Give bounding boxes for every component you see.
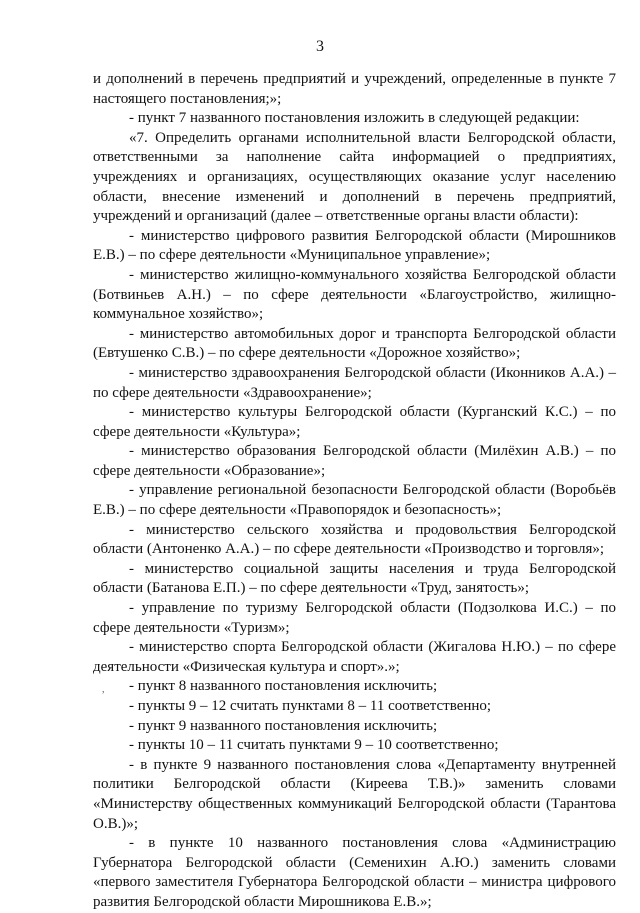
list-item: - министерство здравоохранения Белгородской области (Иконников А.А.) – по сфере деятельности «Здравоохранение»; bbox=[93, 364, 616, 401]
page-number: 3 bbox=[316, 38, 324, 55]
list-item: - управление региональной безопасности Белгородской области (Воробьёв Е.В.) – по сфере деятельности «Правопорядок и безопасность»; bbox=[93, 482, 616, 519]
paragraph: - пункт 7 названного постановления изложить в следующей редакции: bbox=[129, 110, 580, 127]
list-item: - министерство сельского хозяйства и продовольствия Белгородской области (Антоненко А.А.) – по сфере деятельности «Производство и торговля»; bbox=[93, 521, 616, 558]
list-item: - министерство автомобильных дорог и транспорта Белгородской области (Евтушенко С.В.) – по сфере деятельности «Дорожное хозяйство»; bbox=[93, 325, 616, 362]
list-item: - управление по туризму Белгородской области (Подзолкова И.С.) – по сфере деятельности «Туризм»; bbox=[93, 600, 616, 636]
list-item: - министерство цифрового развития Белгородской области (Мирошников Е.В.) – по сфере деятельности «Муниципальное управление»; bbox=[93, 227, 616, 264]
scan-mark: , bbox=[102, 684, 105, 695]
document-body bbox=[93, 70, 616, 913]
list-item: - министерство жилищно-коммунального хозяйства Белгородской области (Ботвиньев А.Н.) – по сфере деятельности «Благоустройство, жилищно-коммунальное хозяйство»; bbox=[93, 266, 616, 323]
list-item: - пункт 8 названного постановления исключить; bbox=[129, 678, 438, 695]
paragraph: «7. Определить органами исполнительной власти Белгородской области, ответственными за наполнение сайта информацией о предприятиях, учреждениях и организациях, осуществляющих оказание услуг населению области, внесение изменений и дополнений в перечень предприятий, учреждений и организаций (далее – ответственные органы власти области): bbox=[93, 129, 616, 225]
list-item: - пункт 9 названного постановления исключить; bbox=[129, 717, 438, 734]
list-item: - министерство образования Белгородской области (Милёхин А.В.) – по сфере деятельности «Образование»; bbox=[93, 443, 616, 479]
list-item: - в пункте 10 названного постановления слова «Администрацию Губернатора Белгородской области (Семенихин А.Ю.) заменить словами «первого заместителя Губернатора Белгородской области – министра цифрового развития Белгородской области Мирошникова Е.В.»; bbox=[93, 835, 616, 910]
list-item: - пункты 9 – 12 считать пунктами 8 – 11 соответственно; bbox=[129, 698, 492, 714]
list-item: - пункты 10 – 11 считать пунктами 9 – 10 соответственно; bbox=[129, 737, 499, 754]
list-item: - министерство культуры Белгородской области (Курганский К.С.) – по сфере деятельности «Культура»; bbox=[93, 404, 616, 440]
paragraph: и дополнений в перечень предприятий и учреждений, определенные в пункте 7 настоящего постановления;»; bbox=[93, 71, 616, 107]
list-item: - в пункте 9 названного постановления слова «Департаменту внутренней политики Белгородской области (Киреева Т.В.)» заменить словами «Министерству общественных коммуникаций Белгородской области (Тарантова О.В.)»; bbox=[93, 756, 616, 832]
list-item: - министерство спорта Белгородской области (Жигалова Н.Ю.) – по сфере деятельности «Физическая культура и спорт».»; bbox=[93, 639, 616, 675]
list-item: - министерство социальной защиты населения и труда Белгородской области (Батанова Е.П.) – по сфере деятельности «Труд, занятость»; bbox=[93, 560, 616, 597]
